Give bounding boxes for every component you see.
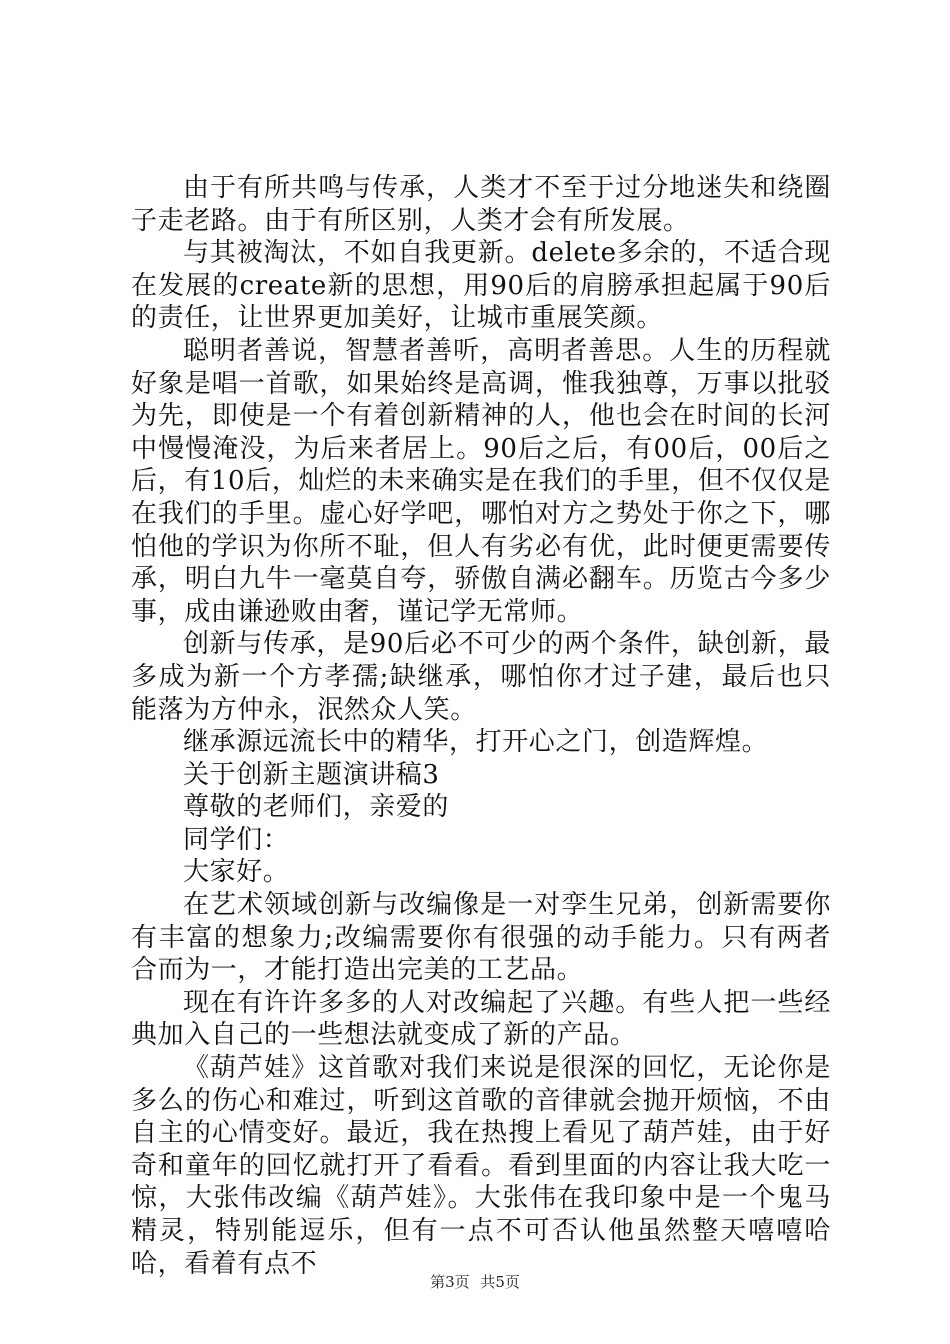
document-body bbox=[131, 172, 831, 1280]
page-total: 共5页 bbox=[480, 1273, 520, 1291]
paragraph: 在艺术领域创新与改编像是一对孪生兄弟，创新需要你有丰富的想象力;改编需要你有很强的动手能力。只有两者合而为一，才能打造出完美的工艺品。 bbox=[131, 890, 831, 986]
section-heading: 关于创新主题演讲稿3 bbox=[183, 759, 440, 790]
paragraph: 创新与传承，是90后必不可少的两个条件，缺创新，最多成为新一个方孝孺;缺继承，哪怕你才过子建，最后也只能落为方仲永，泯然众人笑。 bbox=[131, 629, 831, 725]
paragraph: 聪明者善说，智慧者善听，高明者善思。人生的历程就好象是唱一首歌，如果始终是高调，惟我独尊，万事以批驳为先，即使是一个有着创新精神的人，他也会在时间的长河中慢慢淹没，为后来者居上。90后之后，有00后，00后之后，有10后，灿烂的未来确实是在我们的手里，但不仅仅是在我们的手里。虚心好学吧，哪怕对方之势处于你之下，哪怕他的学识为你所不耻，但人有劣必有优，此时便更需要传承，明白九牛一毫莫自夸，骄傲自满必翻车。历览古今多少事，成由谦逊败由奢，谨记学无常师。 bbox=[131, 335, 831, 627]
greeting: 大家好。 bbox=[183, 857, 290, 888]
paragraph: 由于有所共鸣与传承，人类才不至于过分地迷失和绕圈子走老路。由于有所区别，人类才会有所发展。 bbox=[131, 173, 831, 236]
paragraph: 与其被淘汰，不如自我更新。delete多余的，不适合现在发展的create新的思想，用90后的肩膀承担起属于90后的责任，让世界更加美好，让城市重展笑颜。 bbox=[131, 238, 831, 334]
paragraph: 《葫芦娃》这首歌对我们来说是很深的回忆，无论你是多么的伤心和难过，听到这首歌的音律就会抛开烦恼，不由自主的心情变好。最近，我在热搜上看见了葫芦娃，由于好奇和童年的回忆就打开了看看。看到里面的内容让我大吃一惊，大张伟改编《葫芦娃》。大张伟在我印象中是一个鬼马精灵，特别能逗乐，但有一点不可否认他虽然整天嘻嘻哈哈，看着有点不 bbox=[131, 1053, 831, 1279]
salutation: 尊敬的老师们，亲爱的 bbox=[183, 792, 450, 823]
paragraph: 现在有许许多多的人对改编起了兴趣。有些人把一些经典加入自己的一些想法就变成了新的产品。 bbox=[131, 987, 831, 1051]
page-number: 第3页 bbox=[430, 1273, 470, 1291]
salutation: 同学们： bbox=[183, 824, 290, 855]
paragraph: 继承源远流长中的精华，打开心之门，创造辉煌。 bbox=[183, 727, 769, 758]
page-footer bbox=[0, 1272, 950, 1292]
